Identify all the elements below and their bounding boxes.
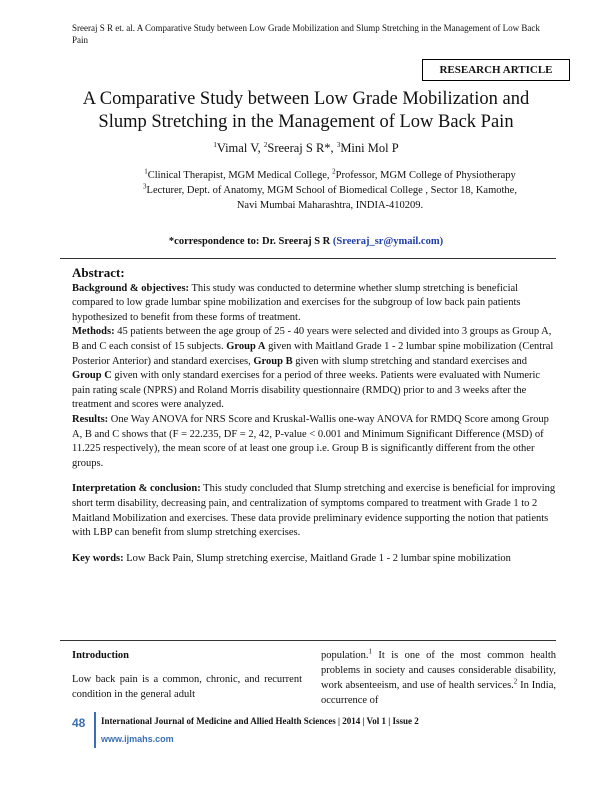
methods-paragraph <box>72 325 556 413</box>
intro-right-text-3: In India, occurrence of <box>321 680 556 706</box>
keywords-label: Key words: <box>72 552 124 564</box>
interpretation-text: This study concluded that Slump stretching and exercise is beneficial for improving short term disability, decreasing pain, and centralization of symptoms compared to treatment with Grade 1 to 2 Maitland Mobilization and exercises. These data provide preliminary evidence supporting the notion that patients with LBP can benefit from slump stretching exercises. <box>72 483 556 539</box>
affil-1-sup: 1 <box>144 167 148 176</box>
correspondence-email[interactable]: (Sreeraj_sr@ymail.com) <box>332 236 444 247</box>
citation-1: 1 <box>368 647 373 656</box>
running-header: Sreeraj S R et. al. A Comparative Study between Low Grade Mobilization and Slump Stretching in the Management of Low Back Pain <box>72 23 540 45</box>
affil-1: Clinical Therapist, MGM Medical College, <box>147 170 333 181</box>
results-text: One Way ANOVA for NRS Score and Kruskal-Wallis one-way ANOVA for RMDQ Score among Group A, B and C shows that (F = 22.235, DF = 2, 42, P-value < 0.001 and Minimum Significant Difference (MSD) of 11.225 respectively), the mean score of at least one group i.e. Group B is significantly different from the other groups. <box>72 413 549 469</box>
author-3-sup: 3 <box>336 140 341 149</box>
intro-right-text-1: population. <box>321 650 369 661</box>
citation-2: 2 <box>513 677 518 686</box>
methods-text-3: given with slump stretching and standard exercises and <box>292 355 528 367</box>
abstract-heading: Abstract: <box>72 265 125 280</box>
page-number: 48 <box>72 716 86 730</box>
affiliation-line-1 <box>100 168 560 183</box>
intro-right-column <box>321 648 556 708</box>
methods-label: Methods: <box>72 326 115 338</box>
results-label: Results: <box>72 413 109 425</box>
background-text: This study was conducted to determine whether slump stretching is beneficial compared to low grade lumbar spine mobilization and exercises for the subgroup of low back pain patients hypothesized to benefit from these forms of treatment. <box>72 282 521 323</box>
author-2-sup: 2 <box>263 140 268 149</box>
methods-text-2: given with Maitland Grade 1 - 2 lumbar spine mobilization (Central Posterior Anterior) and standard exercises, <box>72 340 554 367</box>
affil-2: Professor, MGM College of Physiotherapy <box>335 170 516 181</box>
affil-3-sup: 3 <box>143 182 147 191</box>
journal-url[interactable]: www.ijmahs.com <box>101 734 174 744</box>
top-divider <box>60 258 556 259</box>
affiliation-line-3: Navi Mumbai Maharashtra, INDIA-410209. <box>236 200 424 211</box>
intro-left-text: Low back pain is a common, chronic, and recurrent condition in the general adult <box>72 674 302 700</box>
article-type-badge: RESEARCH ARTICLE <box>422 59 570 81</box>
methods-text-1: 45 patients between the age group of 25 - 40 years were selected and divided into 3 groups as Group A, B and C each consist of 15 subjects. <box>72 326 552 352</box>
journal-citation: International Journal of Medicine and Allied Health Sciences | 2014 | Vol 1 | Issue 2 <box>101 716 419 726</box>
affiliations <box>100 168 560 213</box>
interpretation-label: Interpretation & conclusion: <box>72 483 201 495</box>
methods-text-4: given with only standard exercises for a period of three weeks. Patients were evaluated with Numeric pain rating scale (NPRS) and Roland Morris disability questionnaire (RMDQ) prior to and 3 weeks after the treatment and scores were analyzed. <box>72 370 541 411</box>
group-a-label: Group A <box>226 340 266 352</box>
author-1: Vimal V, <box>216 141 264 155</box>
background-paragraph <box>72 282 556 326</box>
abstract-section <box>72 266 556 566</box>
affil-2-sup: 2 <box>332 167 336 176</box>
author-2: Sreeraj S R*, <box>267 141 337 155</box>
paper-title: A Comparative Study between Low Grade Mobilization and Slump Stretching in the Management of Low Back Pain <box>82 89 530 132</box>
author-list <box>60 140 552 156</box>
background-label: Background & objectives: <box>72 282 190 294</box>
keywords-text: Low Back Pain, Slump stretching exercise, Maitland Grade 1 - 2 lumbar spine mobilization <box>123 552 511 564</box>
correspondence <box>60 236 552 247</box>
affiliation-line-2 <box>100 183 560 198</box>
keywords-paragraph <box>72 552 556 567</box>
abstract-divider <box>60 640 556 641</box>
footer-divider <box>94 712 96 748</box>
group-b-label: Group B <box>253 355 293 367</box>
correspondence-label: *correspondence to: Dr. Sreeraj S R <box>168 236 333 247</box>
author-1-sup: 1 <box>213 140 217 149</box>
interpretation-paragraph <box>72 482 556 540</box>
author-3: Mini Mol P <box>340 141 399 155</box>
group-c-label: Group C <box>72 370 112 382</box>
affil-3: Lecturer, Dept. of Anatomy, MGM School of Biomedical College , Sector 18, Kamothe, <box>146 185 517 196</box>
results-paragraph <box>72 413 556 471</box>
introduction-heading: Introduction <box>72 650 129 661</box>
intro-left-column <box>72 648 302 702</box>
intro-right-text-2: It is one of the most common health problems in society and causes considerable disability, work absenteeism, and use of health services. <box>321 650 556 691</box>
